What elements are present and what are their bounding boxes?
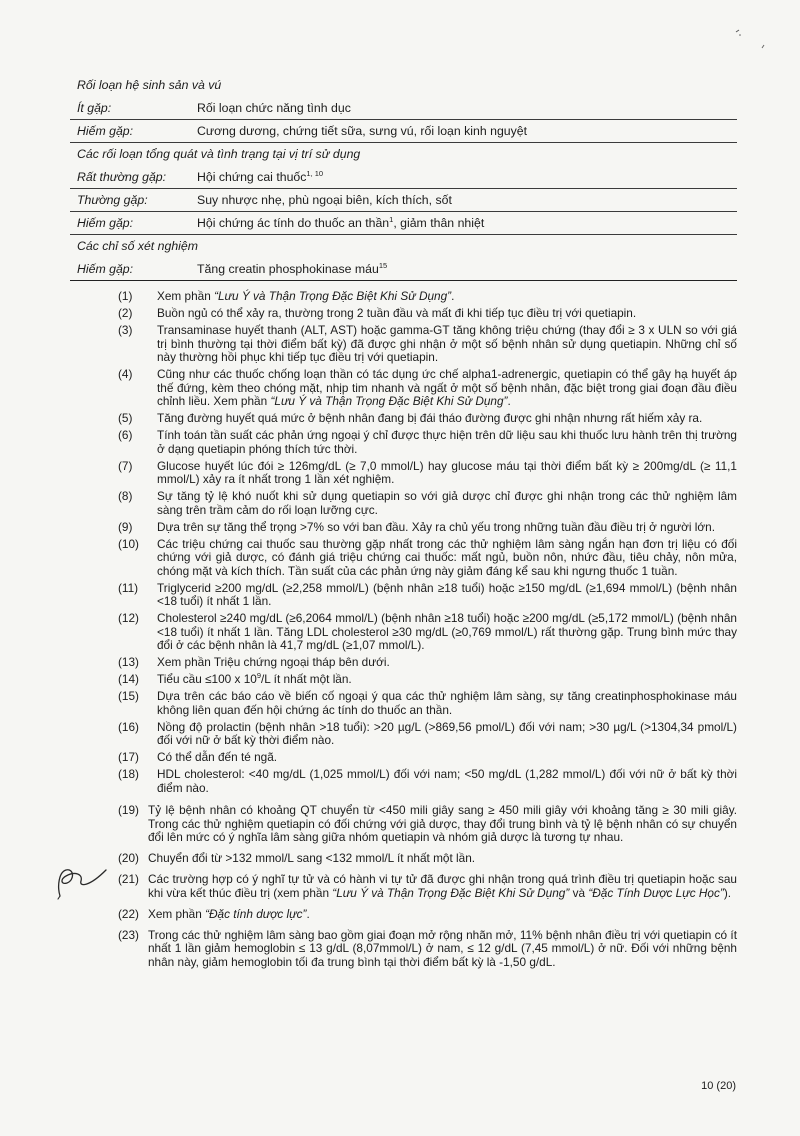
footnote-number: (16) (118, 719, 139, 734)
footnote-item (118, 873, 737, 900)
text-segment: Triglycerid ≥200 mg/dL (≥2,258 mmol/L) (bệnh nhân ≥18 tuổi) hoặc ≥150 mg/dL (≥1,694 mmol/L) (bệnh nhân <18 tuổi) ít nhất 1 lần. (157, 580, 737, 608)
footnote-item (118, 690, 737, 717)
text-segment: Tăng creatin phosphokinase máu (197, 262, 379, 276)
table-section-title: Rối loạn hệ sinh sản và vú (77, 78, 222, 92)
footnote-number: (21) (118, 872, 139, 886)
footnote-text (157, 690, 737, 717)
text-segment: Tăng đường huyết quá mức ở bệnh nhân đang bị đái tháo đường được ghi nhận nhưng rất hiếm xảy ra. (157, 411, 703, 425)
effect-description (197, 216, 737, 230)
table-section (70, 74, 737, 143)
footnote-number: (19) (118, 803, 139, 817)
text-segment: Buồn ngủ có thể xảy ra, thường trong 2 tuần đầu và mất đi khi tiếp tục điều trị với quetiapin. (157, 306, 637, 320)
footnote-number: (7) (118, 458, 133, 473)
footnote-text (157, 521, 737, 535)
table-row (70, 189, 737, 212)
effect-description (197, 262, 737, 276)
text-segment: Rối loạn chức năng tình dục (197, 101, 351, 115)
footnote-text (157, 582, 737, 609)
page-number: 10 (20) (701, 1080, 736, 1092)
footnote-number: (10) (118, 536, 139, 551)
text-segment: . (451, 289, 455, 303)
footnote-item (118, 852, 737, 866)
table-section-title: Các chỉ số xét nghiệm (77, 239, 198, 253)
adverse-reactions-table (70, 74, 737, 281)
text-segment: Có thể dẫn đến té ngã. (157, 750, 278, 764)
frequency-label: Hiếm gặp: (77, 124, 134, 138)
footnote-text (157, 368, 737, 409)
italic-reference: “Đặc Tính Dược Lực Học” (588, 885, 724, 900)
footnote-number: (17) (118, 750, 139, 764)
footnote-item (118, 908, 737, 922)
table-row (70, 120, 737, 143)
table-row (70, 258, 737, 281)
effect-description (197, 193, 737, 207)
footnote-item (118, 490, 737, 517)
italic-reference: “Lưu Ý và Thận Trọng Đặc Biệt Khi Sử Dụng” (332, 885, 570, 900)
superscript-reference: 1, 10 (306, 168, 324, 178)
footnote-text (157, 656, 737, 670)
footnote-number: (2) (118, 306, 133, 320)
text-segment: Cương dương, chứng tiết sữa, sưng vú, rối loạn kinh nguyệt (197, 124, 528, 138)
footnote-item (118, 768, 737, 795)
frequency-label: Hiếm gặp: (77, 262, 134, 276)
text-segment: Cholesterol ≥240 mg/dL (≥6,2064 mmol/L) (bệnh nhân ≥18 tuổi) hoặc ≥200 mg/dL (≥5,172 mmol/L) (bệnh nhân <18 tuổi) ít nhất 1 lần. Tăng LDL cholesterol ≥30 mg/dL (≥0,769 mmol/L) rất thường gặp. Trung bình mức thay đổi ở các bệnh nhân là 41,7 mg/dL (≥1,07 mmol/L). (157, 611, 737, 652)
footnote-text (157, 768, 737, 795)
table-section-title: Các rối loạn tổng quát và tình trạng tại vị trí sử dụng (77, 147, 361, 161)
footnote-text (157, 673, 737, 687)
footnote-item (118, 721, 737, 748)
table-section (70, 235, 737, 281)
footnote-number: (22) (118, 906, 139, 921)
footnote-number: (1) (118, 289, 133, 303)
text-segment: Trong các thử nghiệm lâm sàng bao gồm giai đoạn mở rộng nhãn mở, 11% bệnh nhân điều trị với quetiapin có ít nhất 1 lần giảm hemoglobin ≤ 13 g/dL (8,07mmol/L) ở nam, ≤ 12 g/dL (7,45 mmol/L) ở nữ. Đối với những bệnh nhân này, giảm hemoglobin tối đa trung bình tại thời điểm bất kỳ là -1,50 g/dL. (148, 927, 737, 969)
text-segment: Cũng như các thuốc chống loạn thần có tác dụng ức chế alpha1-adrenergic, quetiapin có thể gây hạ huyết áp thế đứng, kèm theo chóng mặt, nhịp tim nhanh và ngất ở một số bệnh nhân, đặc biệt trong giai đoạn đầu điều chỉnh liều. Xem phần (157, 367, 737, 408)
footnote-number: (13) (118, 655, 139, 669)
text-segment: Tỷ lệ bệnh nhân có khoảng QT chuyển từ <450 mili giây sang ≥ 450 mili giây với khoảng tăng ≥ 30 mili giây. Trong các thử nghiệm quetiapin có đối chứng với giả dược, thay đổi trung bình và tỷ lệ bệnh nhân có sự chuyển đổi lên mức có ý nghĩa lâm sàng giữa nhóm quetiapin và nhóm giả dược là tương tự nhau. (148, 803, 737, 844)
text-segment: , giảm thân nhiệt (393, 216, 485, 230)
scan-speck-marks (728, 26, 776, 56)
text-segment: Suy nhược nhẹ, phù ngoại biên, kích thích, sốt (197, 193, 452, 207)
footnote-number: (5) (118, 411, 133, 425)
footnote-item (118, 612, 737, 653)
text-segment: . (306, 906, 310, 921)
footnote-text (148, 929, 737, 970)
footnote-number: (8) (118, 489, 133, 503)
footnote-text (157, 612, 737, 653)
footnote-text (148, 908, 737, 922)
text-segment: Sự tăng tỷ lệ khó nuốt khi sử dụng quetiapin so với giả dược chỉ được ghi nhận trong các thử nghiệm lâm sàng trên trầm cảm do rối loạn lưỡng cực. (157, 489, 737, 517)
footnote-item (118, 460, 737, 487)
footnote-text (157, 412, 737, 426)
italic-reference: “Lưu Ý và Thận Trọng Đặc Biệt Khi Sử Dụng” (270, 394, 508, 408)
text-segment: Xem phần (157, 289, 215, 303)
footnote-text (148, 852, 737, 866)
footnote-item (118, 656, 737, 670)
text-segment: Các trường hợp có ý nghĩ tự tử và có hành vi tự tử đã được ghi nhận trong quá trình điều trị quetiapin hoặc sau khi vừa kết thúc điều trị (xem phần (148, 872, 737, 900)
text-segment: Chuyển đổi từ >132 mmol/L sang <132 mmol/L ít nhất một lần. (148, 851, 476, 865)
footnote-number: (23) (118, 927, 139, 942)
effect-description (197, 170, 737, 184)
footnote-item (118, 368, 737, 409)
text-segment: . (507, 394, 511, 408)
footnote-text (157, 290, 737, 304)
footnote-item (118, 521, 737, 535)
footnote-item (118, 804, 737, 845)
footnote-number: (12) (118, 611, 139, 625)
footnote-text (148, 873, 737, 900)
frequency-label: Ít gặp: (77, 101, 112, 115)
footnote-text (157, 307, 737, 321)
text-segment: /L ít nhất một lần. (261, 672, 352, 686)
italic-reference: “Đặc tính dược lực” (205, 906, 307, 921)
text-segment: Xem phần Triệu chứng ngoại tháp bên dưới. (157, 655, 390, 669)
footnote-number: (3) (118, 323, 133, 337)
italic-reference: “Lưu Ý và Thận Trọng Đặc Biệt Khi Sử Dụng” (214, 289, 452, 303)
text-segment: Transaminase huyết thanh (ALT, AST) hoặc gamma-GT tăng không triệu chứng (thay đổi ≥ 3 x ULN so với giá trị bình thường tại thời điểm bất kỳ) đã được ghi nhận ở một số bệnh nhân sử dụng quetiapin. Những chỉ số này thường hồi phục khi tiếp tục điều trị với quetiapin. (157, 323, 737, 364)
text-segment: Hội chứng ác tính do thuốc an thần (197, 216, 390, 230)
table-row (70, 97, 737, 120)
footnote-text (157, 490, 737, 517)
superscript-reference: 9 (256, 671, 261, 681)
text-segment: Nồng độ prolactin (bệnh nhân >18 tuổi): >20 µg/L (>869,56 pmol/L) đối với nam; >30 µg/L (>1304,34 pmol/L) đối với nữ ở bất kỳ thời điểm nào. (157, 719, 737, 747)
effect-description (197, 101, 737, 115)
frequency-label: Hiếm gặp: (77, 216, 134, 230)
footnote-item (118, 538, 737, 579)
footnote-item (118, 673, 737, 687)
superscript-reference: 15 (378, 260, 388, 270)
footnote-number: (20) (118, 851, 139, 865)
handwritten-initials (48, 860, 112, 900)
footnotes-list (118, 290, 737, 977)
footnote-number: (18) (118, 767, 139, 781)
footnote-number: (6) (118, 428, 133, 442)
text-segment: Glucose huyết lúc đói ≥ 126mg/dL (≥ 7,0 mmol/L) hay glucose máu tại thời điểm bất kỳ ≥ 200mg/dL (≥ 11,1 mmol/L) xảy ra ít nhất trong 1 lần xét nghiệm. (157, 458, 737, 486)
footnote-text (157, 429, 737, 456)
footnote-number: (4) (118, 367, 133, 381)
table-row (70, 166, 737, 189)
footnote-text (157, 721, 737, 748)
effect-description (197, 124, 737, 138)
frequency-label: Rất thường gặp: (77, 170, 167, 184)
text-segment: HDL cholesterol: <40 mg/dL (1,025 mmol/L) đối với nam; <50 mg/dL (1,282 mmol/L) đối với nữ ở bất kỳ thời điểm nào. (157, 767, 737, 795)
footnote-item (118, 412, 737, 426)
text-segment: ). (723, 885, 732, 900)
footnote-number: (15) (118, 689, 139, 703)
frequency-label: Thường gặp: (77, 193, 148, 207)
footnote-number: (9) (118, 519, 133, 534)
footnote-number: (14) (118, 672, 139, 686)
text-segment: Dựa trên sự tăng thể trọng >7% so với ban đầu. Xảy ra chủ yếu trong những tuần đầu điều trị ở người lớn. (157, 519, 715, 534)
table-row (70, 212, 737, 235)
footnote-item (118, 929, 737, 970)
text-segment: Xem phần (148, 906, 206, 921)
footnote-item (118, 324, 737, 365)
footnote-text (157, 324, 737, 365)
footnote-item (118, 429, 737, 456)
footnote-item (118, 290, 737, 304)
footnote-item (118, 307, 737, 321)
superscript-reference: 1 (389, 214, 394, 224)
text-segment: và (569, 885, 589, 900)
footnote-item (118, 751, 737, 765)
table-section (70, 143, 737, 235)
footnote-number: (11) (118, 580, 139, 595)
footnote-text (157, 460, 737, 487)
footnote-text (157, 538, 737, 579)
text-segment: Tiểu cầu ≤100 x 10 (157, 672, 257, 686)
footnote-text (157, 751, 737, 765)
text-segment: Dựa trên các báo cáo về biến cố ngoại ý qua các thử nghiệm lâm sàng, sự tăng creatinphosphokinase máu không liên quan đến hội chứng ác tính do thuốc an thần. (157, 689, 737, 717)
footnote-text (148, 804, 737, 845)
footnote-item (118, 582, 737, 609)
text-segment: Các triệu chứng cai thuốc sau thường gặp nhất trong các thử nghiệm lâm sàng ngắn hạn đơn trị liệu có đối chứng với giả dược, có đánh giá triệu chứng cai thuốc: mất ngủ, buồn nôn, nhức đầu, tiêu chảy, nôn mửa, chóng mặt và kích thích. Tần suất của các phản ứng này giảm đáng kể sau khi ngưng thuốc 1 tuần. (157, 536, 737, 578)
text-segment: Tính toán tần suất các phản ứng ngoại ý chỉ được thực hiện trên dữ liệu sau khi thuốc lưu hành trên thị trường ở dạng quetiapin phóng thích tức thời. (157, 428, 737, 456)
text-segment: Hội chứng cai thuốc (197, 170, 307, 184)
